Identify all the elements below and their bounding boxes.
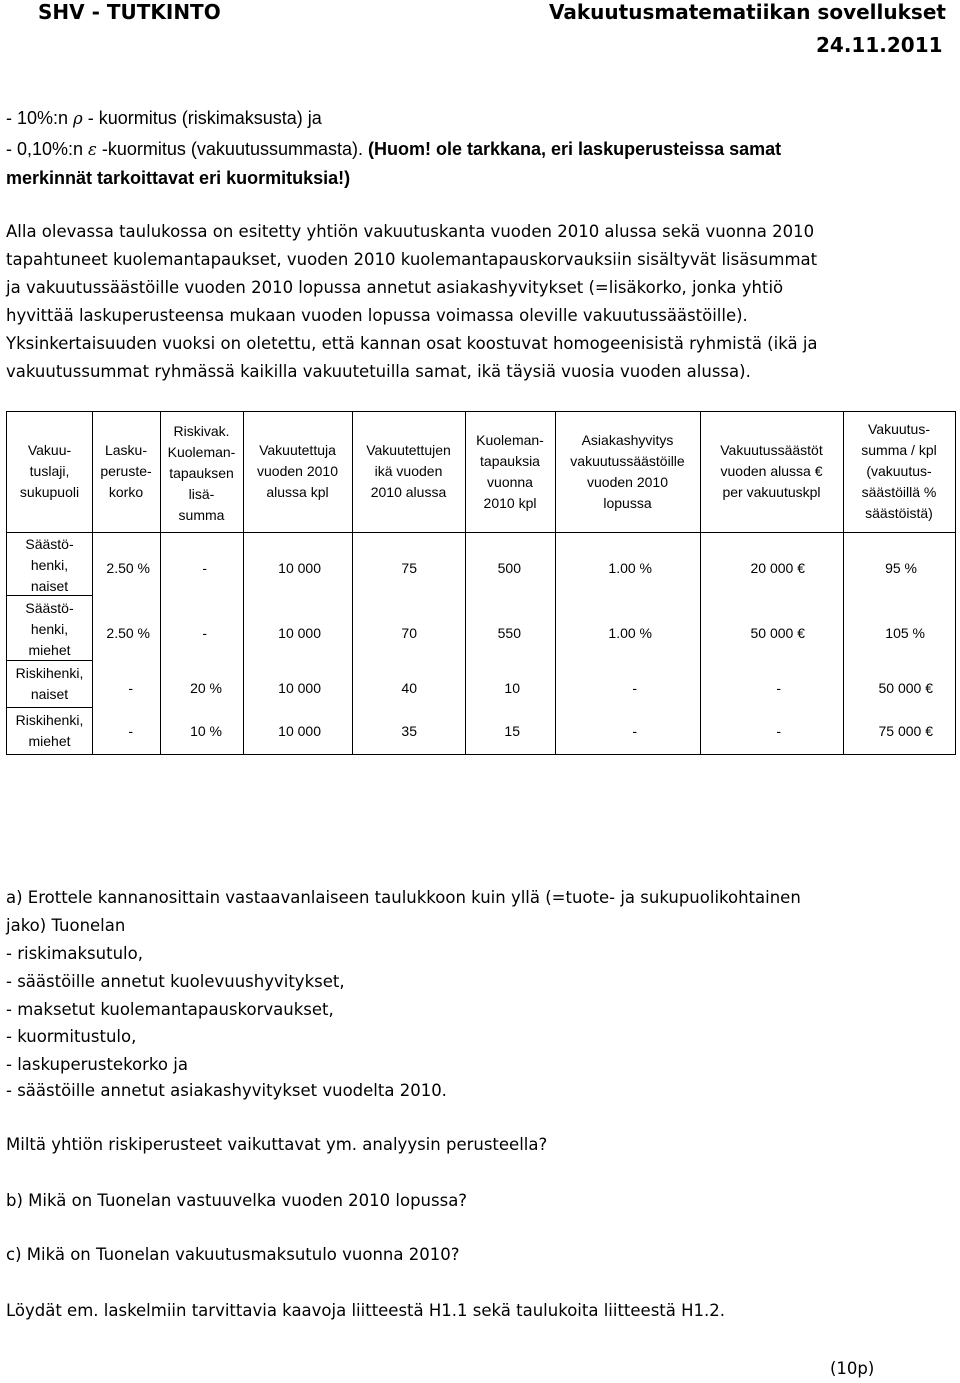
paragraph-line: Alla olevassa taulukossa on esitetty yhtiön vakuutuskanta vuoden 2010 alussa sekä vuonna 2010 [6, 222, 815, 241]
col-header: Asiakashyvitys vakuutussäästöille vuoden 2010 lopussa [570, 432, 685, 511]
col-header: Vakuutettuja vuoden 2010 alussa kpl [257, 442, 338, 500]
col-header: Riskivak. Kuoleman- tapauksen lisä- summa [167, 423, 236, 523]
row-label: Riskihenki, naiset [15, 665, 84, 702]
table-cell: - [632, 680, 637, 696]
table-cell: - [632, 723, 637, 739]
table-cell: 10 000 [278, 723, 321, 739]
paragraph-line: Yksinkertaisuuden vuoksi on oletettu, että kannan osat koostuvat homogeenisistä ryhmistä (ikä ja [6, 334, 818, 353]
col-header: Vakuutettujen ikä vuoden 2010 alussa [366, 442, 451, 500]
question-a-line: jako) Tuonelan [6, 916, 126, 935]
col-header: Vakuu- tuslaji, sukupuoli [19, 442, 80, 500]
table-cell: 50 000 € [750, 625, 805, 641]
col-header: Kuoleman- tapauksia vuonna 2010 kpl [476, 432, 544, 511]
table-cell: 10 000 [278, 560, 321, 576]
row-label: Säästö- henki, miehet [25, 600, 74, 658]
rho-symbol: ρ [73, 109, 83, 128]
analysis-question: Miltä yhtiön riskiperusteet vaikuttavat ym. analyysin perusteella? [6, 1135, 548, 1154]
table-cell: 550 [497, 625, 521, 641]
intro-line-2: - 0,10%:n ε -kuormitus (vakuutussummasta). (Huom! ole tarkkana, eri laskuperusteissa samat [6, 139, 782, 159]
table-cell: - [202, 560, 207, 576]
col-header: Vakuutus- summa / kpl (vakuutus- säästöillä % säästöistä) [861, 421, 937, 521]
table-cell: 2.50 % [106, 560, 150, 576]
row-label: Säästö- henki, naiset [25, 536, 74, 594]
question-a-line: - riskimaksutulo, [6, 944, 143, 963]
header-left: SHV - TUTKINTO [38, 0, 221, 24]
table-cell: 20 000 € [750, 560, 805, 576]
table-cell: 35 [401, 723, 417, 739]
question-a-line: - maksetut kuolemantapauskorvaukset, [6, 1000, 334, 1019]
table-cell: 75 [401, 560, 417, 576]
question-a-line: - säästöille annetut kuolevuushyvitykset, [6, 972, 345, 991]
table-cell: 1.00 % [608, 560, 652, 576]
table-cell: 1.00 % [608, 625, 652, 641]
table-cell: 10 000 [278, 680, 321, 696]
table-cell: 500 [497, 560, 521, 576]
table-cell: 20 % [190, 680, 222, 696]
table-cell: 15 [504, 723, 520, 739]
table-cell: 70 [401, 625, 417, 641]
question-b: b) Mikä on Tuonelan vastuuvelka vuoden 2010 lopussa? [6, 1191, 468, 1210]
table-cell: 105 % [885, 625, 925, 641]
header-date: 24.11.2011 [816, 33, 943, 57]
col-header: Vakuutussäästöt vuoden alussa € per vakuutuskpl [720, 442, 823, 500]
table-cell: - [776, 680, 781, 696]
table-cell: 75 000 € [878, 723, 933, 739]
question-c: c) Mikä on Tuonelan vakuutusmaksutulo vuonna 2010? [6, 1245, 460, 1264]
epsilon-symbol: ε [88, 140, 97, 159]
col-header: Lasku- peruste- korko [100, 442, 152, 500]
table-cell: 10 000 [278, 625, 321, 641]
table-cell: 10 % [190, 723, 222, 739]
paragraph-line: hyvittää laskuperusteensa mukaan vuoden lopussa voimassa oleville vakuutussäästöille). [6, 306, 748, 325]
header-title: Vakuutusmatematiikan sovellukset [549, 0, 946, 24]
table-cell: 10 [504, 680, 520, 696]
paragraph-line: ja vakuutussäästöille vuoden 2010 lopussa annetut asiakashyvitykset (=lisäkorko, jonka yhtiö [6, 278, 784, 297]
table-cell: 50 000 € [878, 680, 933, 696]
table-cell: 95 % [885, 560, 917, 576]
portfolio-table [6, 411, 956, 755]
table-cell: - [128, 680, 133, 696]
table-cell: - [202, 625, 207, 641]
paragraph-line: tapahtuneet kuolemantapaukset, vuoden 2010 kuolemantapauskorvauksiin sisältyvät lisäsummat [6, 250, 818, 269]
paragraph-line: vakuutussummat ryhmässä kaikilla vakuutetuilla samat, ikä täysiä vuosia vuoden alussa). [6, 362, 751, 381]
question-a-line: - kuormitustulo, [6, 1027, 137, 1046]
table-cell: - [128, 723, 133, 739]
question-a-line: - säästöille annetut asiakashyvitykset vuodelta 2010. [6, 1081, 447, 1100]
appendix-reference: Löydät em. laskelmiin tarvittavia kaavoja liitteestä H1.1 sekä taulukoita liitteestä H1.2. [6, 1301, 726, 1320]
intro-line-1: - 10%:n ρ - kuormitus (riskimaksusta) ja [6, 108, 322, 128]
row-label: Riskihenki, miehet [15, 712, 84, 749]
question-a-line: a) Erottele kannanosittain vastaavanlaiseen taulukkoon kuin yllä (=tuote- ja sukupuolikohtainen [6, 888, 801, 907]
table-cell: 2.50 % [106, 625, 150, 641]
intro-line-3: merkinnät tarkoittavat eri kuormituksia!) [6, 168, 351, 188]
question-a-line: - laskuperustekorko ja [6, 1055, 188, 1074]
points-label: (10p) [830, 1359, 875, 1378]
table-cell: - [776, 723, 781, 739]
table-cell: 40 [401, 680, 417, 696]
